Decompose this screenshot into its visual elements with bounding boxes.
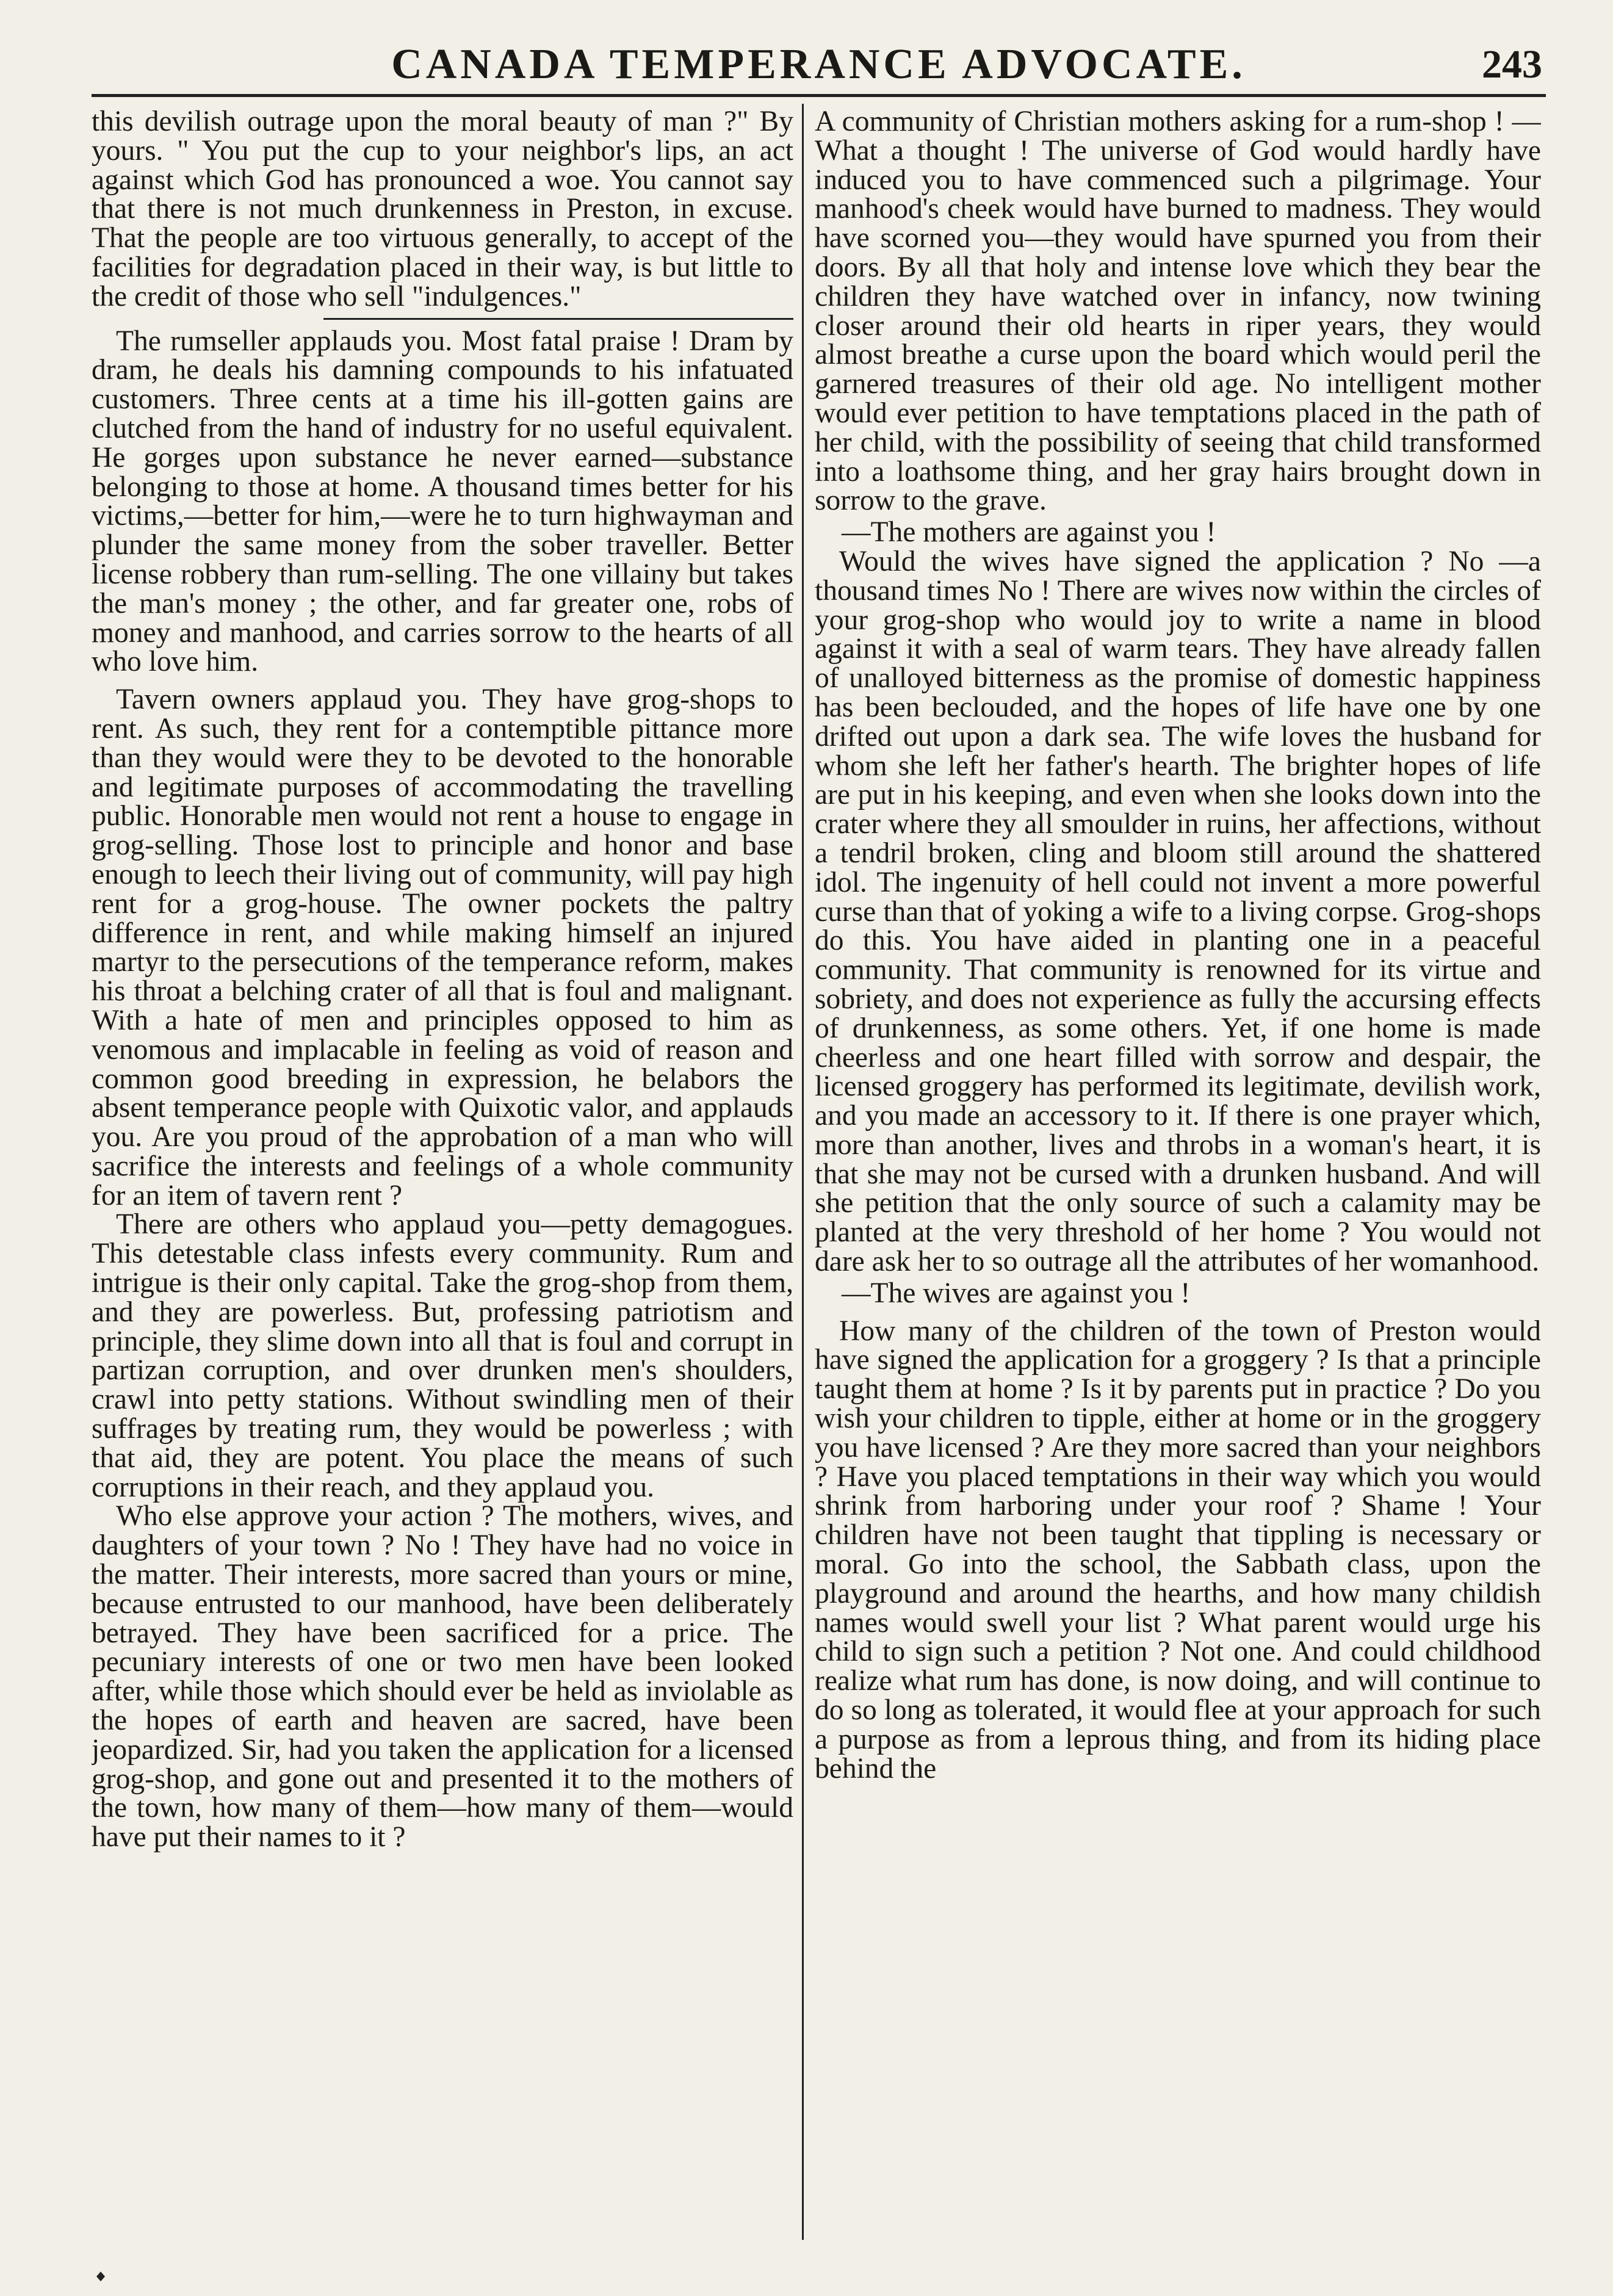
- paragraph: Tavern owners applaud you. They have grog-shops to rent. As such, they rent for a contemptible pittance more than they would were they to be devoted to the honorable and legitimate purposes of accommodating the travelling public. Honorable men would not rent a house to engage in grog-selling. Those lost to principle and honor and base enough to leech their living out of community, will pay high rent for a grog-house. The owner pockets the paltry difference in rent, and while making himself an injured martyr to the persecutions of the temperance reform, makes his throat a belching crater of all that is foul and malignant. With a hate of men and principles opposed to him as venomous and implacable in feeling as void of reason and common good breeding in expression, he belabors the absent temperance people with Quixotic valor, and applauds you. Are you proud of the approbation of a man who will sacrifice the interests and feelings of a whole community for an item of tavern rent ?: [92, 684, 793, 1211]
- printer-mark-icon: [92, 2270, 110, 2283]
- column-rule: [802, 104, 804, 2240]
- paragraph: Would the wives have signed the application ? No —a thousand times No ! There are wives now within the circles of your grog-shop who would joy to write a name in blood against it with a seal of warm tears. They have already fallen of unalloyed bitterness as the promise of domestic happiness has been beclouded, and the hopes of life have one by one drifted out upon a dark sea. The wife loves the husband for whom she left her father's hearth. The brighter hopes of life are put in his keeping, and even when she looks down into the crater where they all smoulder in ruins, her affections, without a tendril broken, cling and bloom still around the shattered idol. The ingenuity of hell could not invent a more powerful curse than that of yoking a wife to a living corpse. Grog-shops do this. You have aided in planting one in a peaceful community. That community is renowned for its virtue and sobriety, and does not experience as fully the accursing effects of drunkenness, as some others. Yet, if one home is made cheerless and one heart filled with sorrow and despair, the licensed groggery has performed its legitimate, devilish work, and you made an accessory to it. If there is one prayer which, more than another, lives and throbs in a woman's heart, it is that she may not be cursed with a drunken husband. And will she petition that the only source of such a calamity may be planted at the very threshold of her home ? You would not dare ask her to so outrage all the attributes of her womanhood.: [815, 545, 1541, 1278]
- left-column: [92, 107, 793, 2237]
- page-number: 243: [1482, 42, 1542, 87]
- paragraph: There are others who applaud you—petty demagogues. This detestable class infests every community. Rum and intrigue is their only capital. Take the grog-shop from them, and they are powerless. But, professing patriotism and principle, they slime down into all that is foul and corrupt in partizan corruption, and over drunken men's shoulders, crawl into petty stations. Without swindling men of their suffrages by treating rum, they would be powerless ; with that aid, they are potent. You place the means of such corruptions in their reach, and they applaud you.: [92, 1208, 793, 1503]
- paragraph: How many of the children of the town of Preston would have signed the application for a groggery ? Is that a principle taught them at home ? Is it by parents put in practice ? Do you wish your children to tipple, either at home or in the groggery you have licensed ? Are they more sacred than your neighbors ? Have you placed temptations in their way which you would shrink from harboring under your roof ? Shame ! Your children have not been taught that tippling is necessary or moral. Go into the school, the Sabbath class, upon the playground and around the hearths, and how many childish names would swell your list ? What parent would urge his child to sign such a petition ? Not one. And could childhood realize what rum has done, is now doing, and will continue to do so long as tolerated, it would flee at your approach for such a purpose as from a leprous thing, and from its hiding place behind the: [815, 1315, 1541, 1785]
- paragraph: A community of Christian mothers asking for a rum-shop ! — What a thought ! The universe of God would hardly have induced you to have commenced such a pilgrimage. Your manhood's cheek would have burned to madness. They would have scorned you—they would have spurned you from their doors. By all that holy and intense love which they bear the children they have watched over in infancy, now twining closer around their old hearts in riper years, they would almost breathe a curse upon the board which would peril the garnered treasures of their old age. No intelligent mother would ever petition to have temptations placed in the path of her child, with the possibility of seeing that child transformed into a loathsome thing, and her gray hairs brought down in sorrow to the grave.: [815, 107, 1541, 517]
- page-header: [92, 35, 1546, 97]
- masthead: CANADA TEMPERANCE ADVOCATE.: [391, 41, 1246, 88]
- paragraph: —The wives are against you !: [842, 1277, 1191, 1309]
- paragraph: —The mothers are against you !: [842, 516, 1216, 549]
- paragraph: this devilish outrage upon the moral beauty of man ?" By yours. " You put the cup to your neighbor's lips, an act against which God has pronounced a woe. You cannot say that there is not much drunkenness in Preston, in excuse. That the people are too virtuous generally, to accept of the facilities for degradation placed in their way, is but little to the credit of those who sell "indulgences.": [92, 107, 793, 312]
- paragraph: The rumseller applauds you. Most fatal praise ! Dram by dram, he deals his damning compounds to his infatuated customers. Three cents at a time his ill-gotten gains are clutched from the hand of industry for no useful equivalent. He gorges upon substance he never earned—substance belonging to those at home. A thousand times better for his victims,—better for him,—were he to turn highwayman and plunder the same money from the sober traveller. Better license robbery than rum-selling. The one villainy but takes the man's money ; the other, and far greater one, robs of money and manhood, and carries sorrow to the hearts of all who love him.: [92, 325, 793, 678]
- section-divider: [323, 318, 793, 320]
- right-column: [815, 107, 1541, 2237]
- paragraph: Who else approve your action ? The mothers, wives, and daughters of your town ? No ! They have had no voice in the matter. Their interests, more sacred than yours or mine, because entrusted to our manhood, have been deliberately betrayed. They have been sacrificed for a price. The pecuniary interests of one or two men have been looked after, while those which should ever be held as inviolable as the hopes of earth and heaven are sacred, have been jeopardized. Sir, had you taken the application for a licensed grog-shop, and gone out and presented it to the mothers of the town, how many of them—how many of them—would have put their names to it ?: [92, 1500, 793, 1854]
